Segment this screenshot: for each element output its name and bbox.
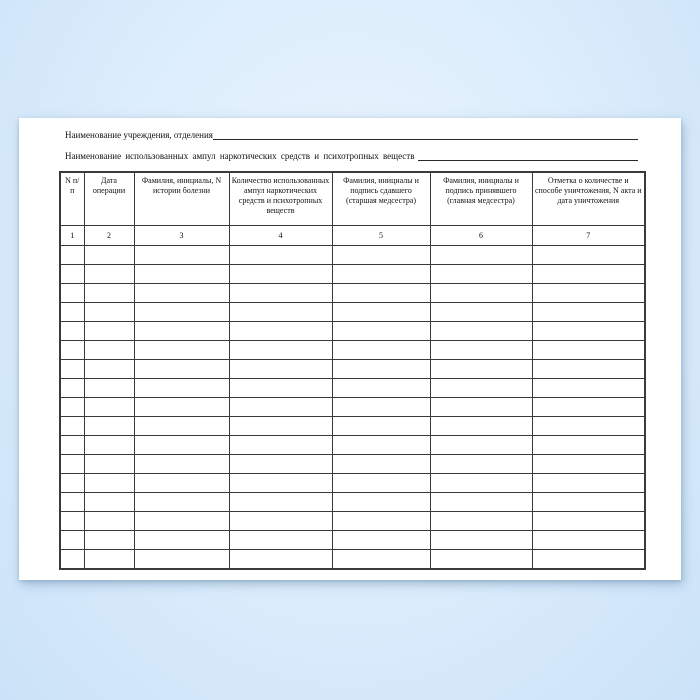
empty-cell [532, 322, 645, 341]
empty-cell [332, 341, 430, 360]
column-header-patient: Фамилия, инициалы, N истории болезни [134, 172, 229, 226]
empty-cell [134, 322, 229, 341]
table-header-row [60, 172, 645, 226]
column-number: 7 [532, 226, 645, 246]
empty-cell [84, 303, 134, 322]
empty-cell [229, 531, 332, 550]
empty-cell [84, 550, 134, 570]
table-row [60, 246, 645, 265]
empty-cell [60, 265, 84, 284]
table-row [60, 417, 645, 436]
empty-cell [332, 284, 430, 303]
empty-cell [84, 265, 134, 284]
column-header-giver: Фамилия, инициалы и подпись сдавшего (старшая медсестра) [332, 172, 430, 226]
empty-cell [229, 360, 332, 379]
empty-cell [60, 379, 84, 398]
empty-cell [332, 455, 430, 474]
document-sheet [19, 118, 681, 580]
ampoules-blank-line [418, 149, 638, 161]
empty-cell [430, 455, 532, 474]
empty-cell [60, 455, 84, 474]
empty-cell [532, 436, 645, 455]
empty-cell [134, 493, 229, 512]
ampoules-line-label: Наименование использованных ампул наркотических средств и психотропных веществ [65, 151, 415, 161]
empty-cell [430, 265, 532, 284]
empty-cell [134, 360, 229, 379]
empty-cell [430, 284, 532, 303]
table-row [60, 493, 645, 512]
institution-line-label: Наименование учреждения, отделения [65, 130, 213, 140]
empty-cell [532, 303, 645, 322]
empty-cell [60, 474, 84, 493]
empty-cell [332, 379, 430, 398]
empty-cell [229, 322, 332, 341]
empty-cell [332, 398, 430, 417]
table-row [60, 398, 645, 417]
table-row [60, 322, 645, 341]
empty-cell [134, 531, 229, 550]
empty-cell [134, 398, 229, 417]
empty-cell [134, 303, 229, 322]
empty-cell [134, 265, 229, 284]
empty-cell [332, 512, 430, 531]
empty-cell [84, 493, 134, 512]
table-row [60, 265, 645, 284]
empty-cell [134, 246, 229, 265]
empty-cell [229, 246, 332, 265]
table-row [60, 436, 645, 455]
empty-cell [134, 436, 229, 455]
empty-cell [332, 322, 430, 341]
column-number: 5 [332, 226, 430, 246]
empty-cell [134, 474, 229, 493]
empty-cell [134, 284, 229, 303]
empty-cell [84, 360, 134, 379]
column-number: 6 [430, 226, 532, 246]
empty-cell [84, 474, 134, 493]
empty-cell [60, 417, 84, 436]
empty-cell [84, 398, 134, 417]
empty-cell [332, 436, 430, 455]
empty-cell [60, 531, 84, 550]
empty-cell [84, 512, 134, 531]
empty-cell [332, 246, 430, 265]
empty-cell [60, 341, 84, 360]
empty-cell [332, 303, 430, 322]
empty-cell [332, 417, 430, 436]
empty-cell [60, 550, 84, 570]
empty-cell [229, 550, 332, 570]
empty-cell [84, 455, 134, 474]
column-number: 4 [229, 226, 332, 246]
empty-cell [229, 379, 332, 398]
empty-cell [430, 341, 532, 360]
empty-cell [229, 493, 332, 512]
table-row [60, 550, 645, 570]
table-row [60, 360, 645, 379]
register-table [59, 171, 646, 570]
empty-cell [430, 360, 532, 379]
empty-cell [332, 531, 430, 550]
empty-cell [229, 436, 332, 455]
empty-cell [430, 417, 532, 436]
empty-cell [332, 360, 430, 379]
empty-cell [430, 303, 532, 322]
table-body [60, 246, 645, 570]
table-row [60, 341, 645, 360]
table-row [60, 512, 645, 531]
table-row [60, 379, 645, 398]
empty-cell [84, 246, 134, 265]
empty-cell [332, 474, 430, 493]
column-header-date: Дата операции [84, 172, 134, 226]
empty-cell [84, 379, 134, 398]
empty-cell [60, 303, 84, 322]
empty-cell [532, 398, 645, 417]
empty-cell [229, 265, 332, 284]
empty-cell [532, 512, 645, 531]
empty-cell [229, 303, 332, 322]
empty-cell [532, 265, 645, 284]
empty-cell [229, 474, 332, 493]
empty-cell [430, 398, 532, 417]
empty-cell [532, 417, 645, 436]
ampoules-line [65, 149, 638, 162]
column-number-row [60, 226, 645, 246]
empty-cell [84, 341, 134, 360]
empty-cell [532, 474, 645, 493]
empty-cell [229, 341, 332, 360]
empty-cell [430, 246, 532, 265]
empty-cell [532, 550, 645, 570]
empty-cell [60, 512, 84, 531]
column-number: 2 [84, 226, 134, 246]
empty-cell [332, 550, 430, 570]
empty-cell [134, 379, 229, 398]
empty-cell [84, 531, 134, 550]
column-header-quantity: Количество использованных ампул наркотических средств и психотропных веществ [229, 172, 332, 226]
table-row [60, 303, 645, 322]
empty-cell [430, 512, 532, 531]
column-header-receiver: Фамилия, инициалы и подпись принявшего (главная медсестра) [430, 172, 532, 226]
empty-cell [84, 322, 134, 341]
empty-cell [134, 550, 229, 570]
table-row [60, 531, 645, 550]
empty-cell [60, 493, 84, 512]
empty-cell [332, 493, 430, 512]
empty-cell [229, 512, 332, 531]
empty-cell [134, 417, 229, 436]
table-row [60, 474, 645, 493]
empty-cell [134, 512, 229, 531]
empty-cell [134, 341, 229, 360]
empty-cell [430, 322, 532, 341]
empty-cell [430, 493, 532, 512]
empty-cell [134, 455, 229, 474]
empty-cell [84, 417, 134, 436]
empty-cell [532, 341, 645, 360]
empty-cell [532, 455, 645, 474]
empty-cell [430, 550, 532, 570]
empty-cell [430, 379, 532, 398]
column-header-number: N п/п [60, 172, 84, 226]
empty-cell [532, 379, 645, 398]
empty-cell [229, 398, 332, 417]
empty-cell [430, 474, 532, 493]
table-row [60, 284, 645, 303]
empty-cell [60, 284, 84, 303]
empty-cell [60, 360, 84, 379]
empty-cell [84, 284, 134, 303]
empty-cell [60, 246, 84, 265]
empty-cell [532, 531, 645, 550]
table-row [60, 455, 645, 474]
institution-blank-line [213, 128, 638, 140]
empty-cell [60, 398, 84, 417]
empty-cell [332, 265, 430, 284]
empty-cell [229, 417, 332, 436]
empty-cell [532, 493, 645, 512]
column-number: 1 [60, 226, 84, 246]
empty-cell [229, 455, 332, 474]
empty-cell [532, 284, 645, 303]
empty-cell [229, 284, 332, 303]
empty-cell [532, 246, 645, 265]
empty-cell [532, 360, 645, 379]
institution-line [65, 128, 638, 141]
empty-cell [60, 436, 84, 455]
column-header-destruction: Отметка о количестве и способе уничтожения, N акта и дата уничтожения [532, 172, 645, 226]
column-number: 3 [134, 226, 229, 246]
empty-cell [84, 436, 134, 455]
empty-cell [60, 322, 84, 341]
empty-cell [430, 531, 532, 550]
empty-cell [430, 436, 532, 455]
